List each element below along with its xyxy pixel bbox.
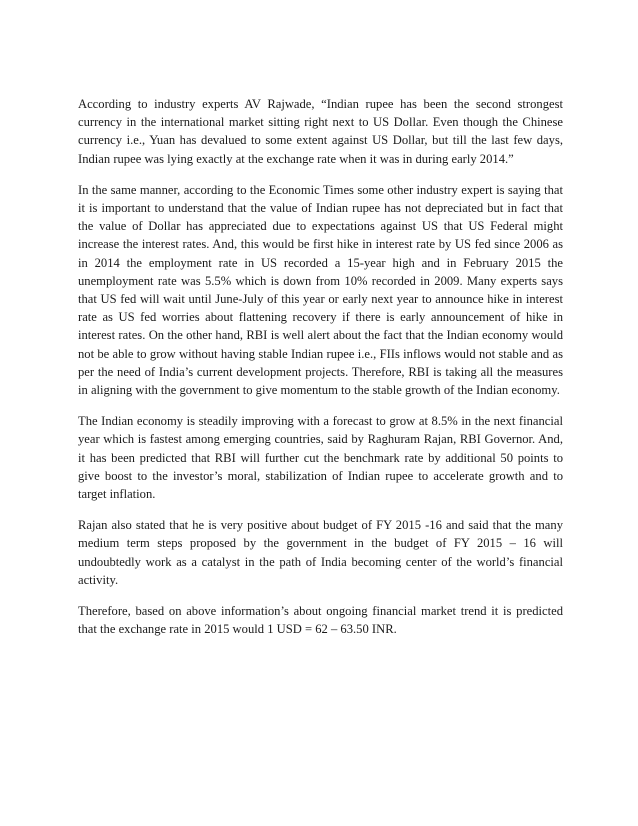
paragraph-exchange-rate-prediction: Therefore, based on above information’s about ongoing financial market trend it is predicted that the exchange rate in 2015 would 1 USD = 62 – 63.50 INR. [78, 604, 563, 637]
paragraph-economic-times: In the same manner, according to the Economic Times some other industry expert is saying that it is important to understand that the value of Indian rupee has not depreciated but in fact that the value of Dollar has appreciated due to expectations against US that US Federal might increase the interest rates. And, this would be first hike in interest rate by US fed since 2006 as in 2014 the employment rate in US recorded a 15-year high and in February 2015 the unemployment rate was 5.5% which is down from 10% recorded in 2009. Many experts says that US fed will wait until June-July of this year or early next year to announce hike in interest rate as US fed worries about flattening recovery if there is early announcement of hike in interest rates. On the other hand, RBI is well alert about the fact that the Indian economy would not be able to grow without having stable Indian rupee i.e., FIIs inflows would not stable and as per the need of India’s current development projects. Therefore, RBI is taking all the measures in aligning with the government to give momentum to the stable growth of the Indian economy. [78, 182, 563, 398]
paragraph-rajwade-quote: According to industry experts AV Rajwade, “Indian rupee has been the second strongest currency in the international market sitting right next to US Dollar. Even though the Chinese currency i.e., Yuan has devalued to some extent against US Dollar, but till the last few days, Indian rupee was lying exactly at the exchange rate when it was in during early 2014.” [78, 97, 563, 166]
paragraph-rajan-budget: Rajan also stated that he is very positive about budget of FY 2015 -16 and said that the many medium term steps proposed by the government in the budget of FY 2015 – 16 will undoubtedly work as a catalyst in the path of India becoming center of the world’s financial activity. [78, 518, 563, 587]
paragraph-indian-economy-forecast: The Indian economy is steadily improving with a forecast to grow at 8.5% in the next financial year which is fastest among emerging countries, said by Raghuram Rajan, RBI Governor. And, it has been predicted that RBI will further cut the benchmark rate by additional 50 points to give boost to the investor’s moral, stabilization of Indian rupee to accelerate growth and to target inflation. [78, 414, 563, 502]
document-body [78, 95, 563, 651]
